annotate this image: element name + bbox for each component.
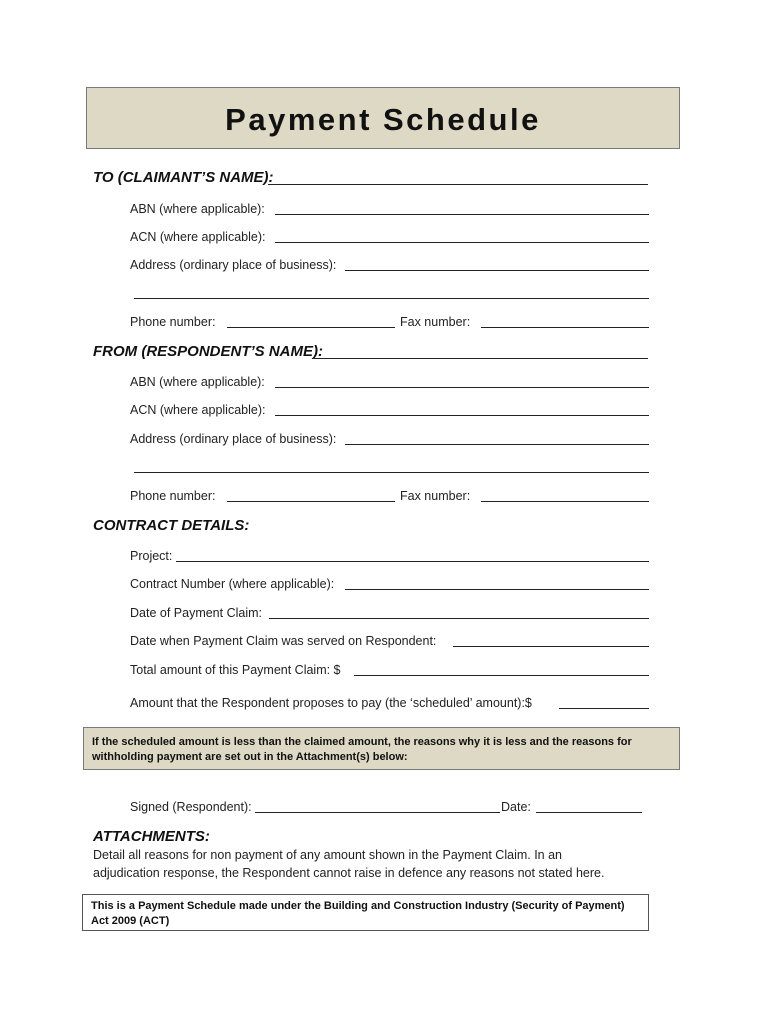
contract-number-field[interactable]	[345, 589, 649, 590]
respondent-address-field-line2[interactable]	[134, 472, 649, 473]
respondent-address-label: Address (ordinary place of business):	[130, 432, 337, 446]
signature-field[interactable]	[255, 812, 500, 813]
claimant-phone-label: Phone number:	[130, 315, 216, 329]
claimant-fax-field[interactable]	[481, 327, 649, 328]
scheduled-amount-field[interactable]	[559, 708, 649, 709]
title-box	[86, 87, 680, 149]
project-field[interactable]	[176, 561, 649, 562]
page-title: Payment Schedule	[225, 102, 541, 137]
claimant-name-field[interactable]	[268, 184, 648, 185]
legislation-notice	[82, 894, 649, 931]
respondent-abn-field[interactable]	[275, 387, 649, 388]
respondent-abn-label: ABN (where applicable):	[130, 375, 265, 389]
served-date-label: Date when Payment Claim was served on Respondent:	[130, 634, 437, 648]
attachments-text-line2: adjudication response, the Respondent cannot raise in defence any reasons not stated here.	[93, 866, 605, 880]
claimant-acn-label: ACN (where applicable):	[130, 230, 266, 244]
claim-date-label: Date of Payment Claim:	[130, 606, 262, 620]
respondent-name-field[interactable]	[312, 358, 648, 359]
total-claim-field[interactable]	[354, 675, 649, 676]
contract-number-label: Contract Number (where applicable):	[130, 577, 335, 591]
respondent-heading: FROM (RESPONDENT’S NAME):	[93, 343, 323, 360]
claimant-fax-label: Fax number:	[400, 315, 471, 329]
claimant-abn-field[interactable]	[275, 214, 649, 215]
claimant-address-label: Address (ordinary place of business):	[130, 258, 337, 272]
respondent-fax-field[interactable]	[481, 501, 649, 502]
respondent-acn-label: ACN (where applicable):	[130, 403, 266, 417]
legislation-notice-line1: This is a Payment Schedule made under the Building and Construction Industry (Security of Payment)	[91, 900, 625, 912]
claimant-address-field-line2[interactable]	[134, 298, 649, 299]
respondent-address-field[interactable]	[345, 444, 649, 445]
total-claim-label: Total amount of this Payment Claim: $	[130, 663, 341, 677]
claimant-acn-field[interactable]	[275, 242, 649, 243]
reasons-notice-line2: withholding payment are set out in the Attachment(s) below:	[92, 751, 408, 763]
respondent-acn-field[interactable]	[275, 415, 649, 416]
claimant-address-field[interactable]	[345, 270, 649, 271]
signature-date-field[interactable]	[536, 812, 642, 813]
date-label: Date:	[501, 800, 531, 814]
reasons-notice	[83, 727, 680, 770]
legislation-notice-line2: Act 2009 (ACT)	[91, 915, 170, 927]
reasons-notice-line1: If the scheduled amount is less than the claimed amount, the reasons why it is less and the reasons for	[92, 736, 632, 748]
claimant-abn-label: ABN (where applicable):	[130, 202, 265, 216]
claimant-heading: TO (CLAIMANT’S NAME):	[93, 169, 274, 186]
served-date-field[interactable]	[453, 646, 649, 647]
claimant-phone-field[interactable]	[227, 327, 395, 328]
respondent-fax-label: Fax number:	[400, 489, 471, 503]
contract-heading: CONTRACT DETAILS:	[93, 517, 250, 534]
scheduled-amount-label: Amount that the Respondent proposes to pay (the ‘scheduled’ amount):$	[130, 696, 532, 710]
respondent-phone-field[interactable]	[227, 501, 395, 502]
attachments-heading: ATTACHMENTS:	[93, 828, 210, 845]
signed-label: Signed (Respondent):	[130, 800, 252, 814]
respondent-phone-label: Phone number:	[130, 489, 216, 503]
claim-date-field[interactable]	[269, 618, 649, 619]
project-label: Project:	[130, 549, 173, 563]
attachments-text-line1: Detail all reasons for non payment of any amount shown in the Payment Claim. In an	[93, 848, 563, 862]
